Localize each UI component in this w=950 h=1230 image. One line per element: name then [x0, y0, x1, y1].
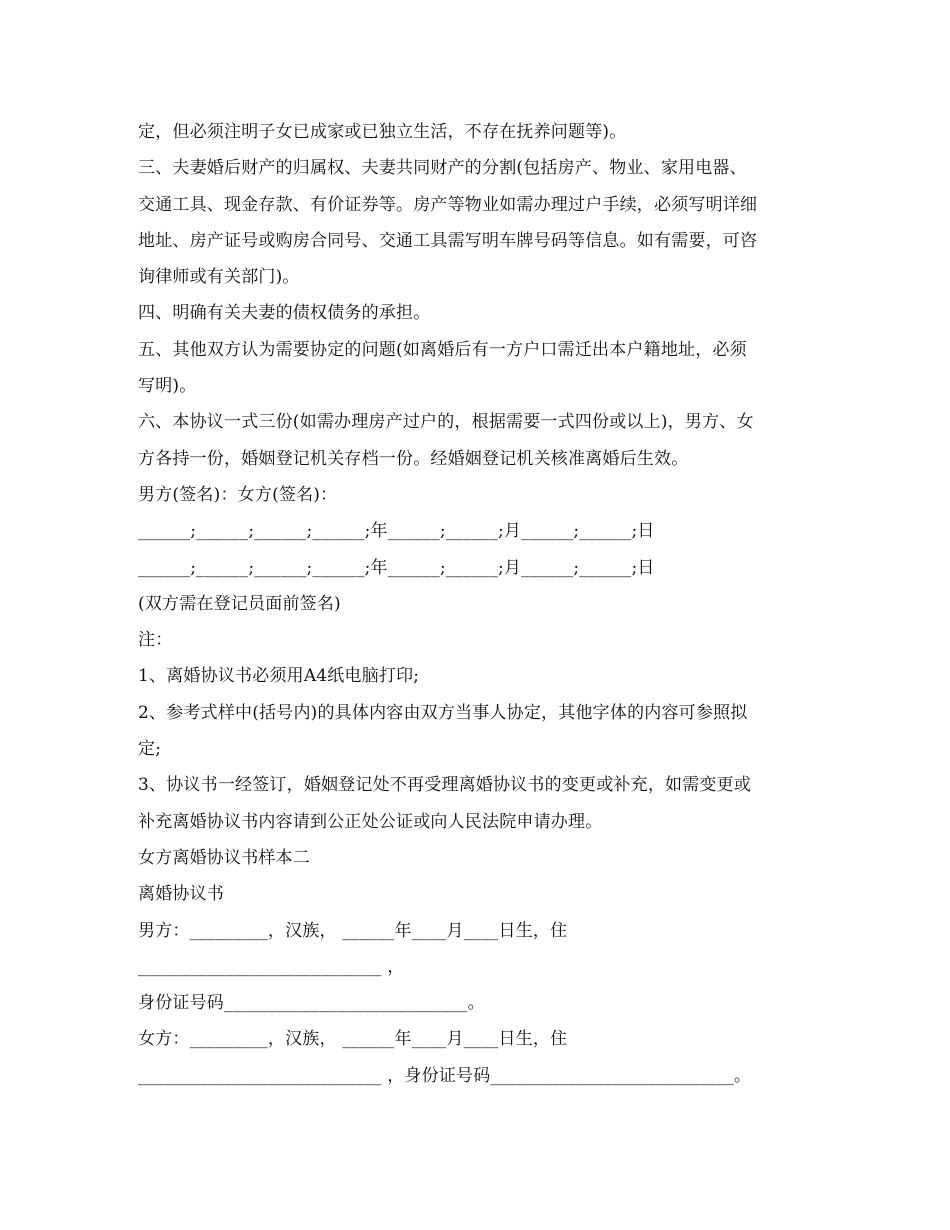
text-line: 六、本协议一式三份(如需办理房产过户的，根据需要一式四份或以上)，男方、女 [138, 412, 754, 433]
female-party-info: 女方：_________，汉族， ______年____月____日生，住 [138, 1029, 568, 1050]
address-blank: ____________________________ ， [138, 956, 405, 977]
text-line: 地址、房产证号或购房合同号、交通工具需写明车牌号码等信息。如有需要，可咨 [138, 230, 758, 251]
address-id-line: ____________________________ ，身份证号码____________________________。 [138, 1065, 752, 1086]
text-line: (双方需在登记员面前签名) [138, 593, 341, 614]
section-title: 女方离婚协议书样本二 [138, 847, 310, 868]
signature-heading: 男方(签名)：女方(签名)： [138, 484, 338, 505]
text-line: 交通工具、现金存款、有价证券等。房产等物业如需办理过户手续，必须写明详细 [138, 194, 758, 215]
text-line: 写明)。 [138, 376, 197, 397]
note-item: 定; [138, 739, 162, 760]
note-item: 2、参考式样中(括号内)的具体内容由双方当事人协定，其他字体的内容可参照拟 [138, 702, 748, 723]
note-item: 1、离婚协议书必须用A4纸电脑打印; [138, 666, 420, 687]
note-item: 补充离婚协议书内容请到公正处公证或向人民法院申请办理。 [138, 811, 603, 832]
notes-heading: 注： [138, 630, 173, 651]
note-item: 3、协议书一经签订，婚姻登记处不再受理离婚协议书的变更或补充，如需变更或 [138, 775, 752, 796]
agreement-title: 离婚协议书 [138, 884, 224, 905]
text-line: 定，但必须注明子女已成家或已独立生活，不存在抚养问题等)。 [138, 122, 627, 142]
male-party-info: 男方：_________，汉族， ______年____月____日生，住 [138, 920, 568, 941]
signature-date-line: ______;______;______;______;年______;______;月______;______;日 [138, 557, 655, 578]
text-line: 方各持一份，婚姻登记机关存档一份。经婚姻登记机关核准离婚后生效。 [138, 448, 689, 469]
id-number-line: 身份证号码____________________________。 [138, 993, 485, 1014]
document-body [138, 114, 818, 1094]
text-line: 三、夫妻婚后财产的归属权、夫妻共同财产的分割(包括房产、物业、家用电器、 [138, 158, 747, 179]
text-line: 询律师或有关部门)。 [138, 267, 300, 288]
signature-date-line: ______;______;______;______;年______;______;月______;______;日 [138, 521, 655, 542]
text-line: 四、明确有关夫妻的债权债务的承担。 [138, 303, 431, 324]
text-line: 五、其他双方认为需要协定的问题(如离婚后有一方户口需迁出本户籍地址，必须 [138, 339, 747, 360]
